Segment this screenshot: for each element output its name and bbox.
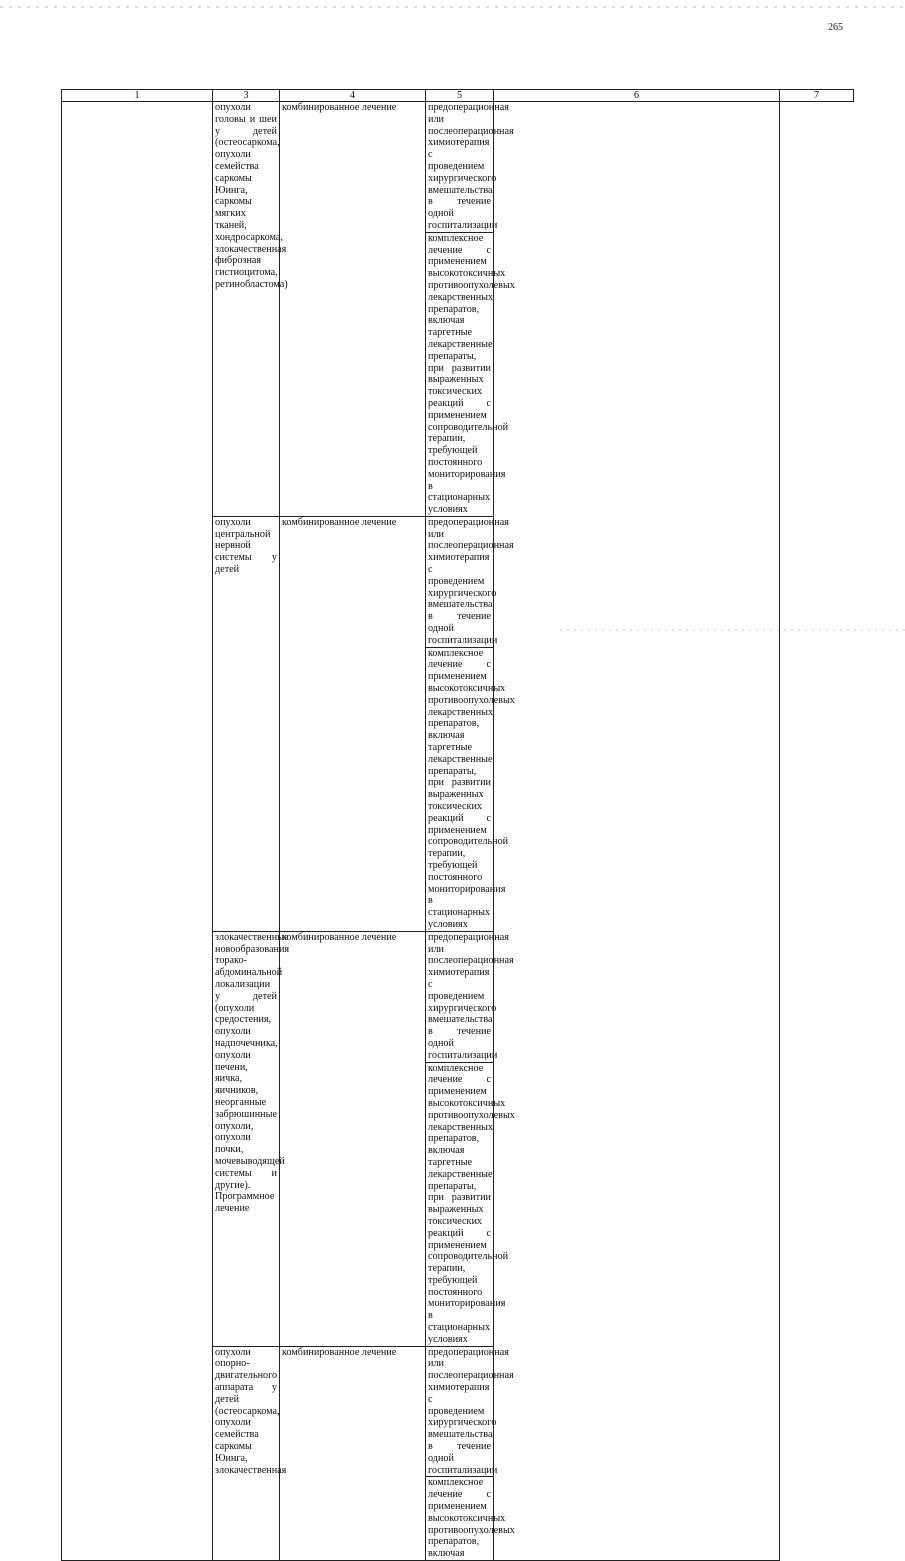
method-item: комплексное лечение с применением высокотоксичных противоопухолевых лекарственных препаратов, включая таргетные лекарственные препараты, при развитии выраженных токсических реакций с применением сопроводительной терапии, требующей постоянного мониторирования в стационарных условиях bbox=[428, 1062, 515, 1345]
scan-edge-bottom bbox=[560, 629, 905, 631]
diagnosis: опухоли центральной нервной системы у детей bbox=[213, 516, 280, 931]
treatment-type: комбинированное лечение bbox=[280, 1346, 426, 1560]
method-item: предоперационная или послеоперационная химиотерапия с проведением хирургического вмешательства в течение одной госпитализации bbox=[428, 516, 514, 646]
cell-col1 bbox=[62, 102, 213, 1561]
treatment-methods bbox=[426, 516, 515, 931]
method-item: комплексное лечение с применением высокотоксичных противоопухолевых лекарственных препаратов, включая таргетные лекарственные препараты, при развитии выраженных токсических реакций с применением сопроводительной терапии, требующей постоянного мониторирования в стационарных условиях bbox=[428, 647, 515, 930]
diagnosis: опухоли головы и шеи у детей (остеосаркома, опухоли семейства саркомы Юинга, саркомы мягких тканей, хондросаркома, злокачественная фиброзная гистиоцитома, ретинобластома) bbox=[213, 102, 280, 517]
diagnosis: злокачественные новообразования торако-абдоминальной локализации у детей (опухоли средостения, опухоли надпочечника, опухоли печени, яичка, яичников, неорганные забрюшинные опухоли, опухоли почки, мочевыводящей системы и другие). Программное лечение bbox=[213, 931, 280, 1346]
method-item: предоперационная или послеоперационная химиотерапия с проведением хирургического вмешательства в течение одной госпитализации bbox=[428, 931, 514, 1061]
column-header-1: 1 bbox=[62, 90, 213, 102]
treatment-methods bbox=[426, 1346, 515, 1560]
method-item: комплексное лечение с применением высокотоксичных противоопухолевых лекарственных препаратов, включая таргетные лекарственные препараты, при развитии выраженных токсических реакций с применением сопроводительной терапии, требующей постоянного мониторирования в стационарных условиях bbox=[428, 232, 515, 516]
column-header-3: 3 bbox=[213, 90, 280, 102]
treatment-methods bbox=[426, 931, 515, 1346]
scan-edge-top bbox=[0, 6, 905, 8]
cell-col7 bbox=[494, 102, 780, 1561]
column-header-6: 6 bbox=[494, 90, 780, 102]
column-header-7: 7 bbox=[780, 90, 854, 102]
treatment-type: комбинированное лечение bbox=[280, 102, 426, 517]
method-item: предоперационная или послеоперационная химиотерапия с проведением хирургического вмешательства в течение одной госпитализации bbox=[428, 1346, 514, 1476]
column-header-5: 5 bbox=[426, 90, 494, 102]
method-item: комплексное лечение с применением высокотоксичных противоопухолевых препаратов, включая bbox=[428, 1477, 515, 1560]
column-number-row bbox=[62, 90, 854, 102]
column-header-4: 4 bbox=[280, 90, 426, 102]
treatment-type: комбинированное лечение bbox=[280, 516, 426, 931]
treatment-methods bbox=[426, 102, 515, 517]
page-number: 265 bbox=[828, 22, 843, 33]
table-row bbox=[62, 102, 854, 517]
treatment-type: комбинированное лечение bbox=[280, 931, 426, 1346]
medical-care-table bbox=[61, 89, 854, 1561]
diagnosis: опухоли опорно-двигательного аппарата у детей (остеосаркома, опухоли семейства саркомы Юинга, злокачественная bbox=[213, 1346, 280, 1560]
method-item: предоперационная или послеоперационная химиотерапия с проведением хирургического вмешательства в течение одной госпитализации bbox=[428, 102, 514, 231]
